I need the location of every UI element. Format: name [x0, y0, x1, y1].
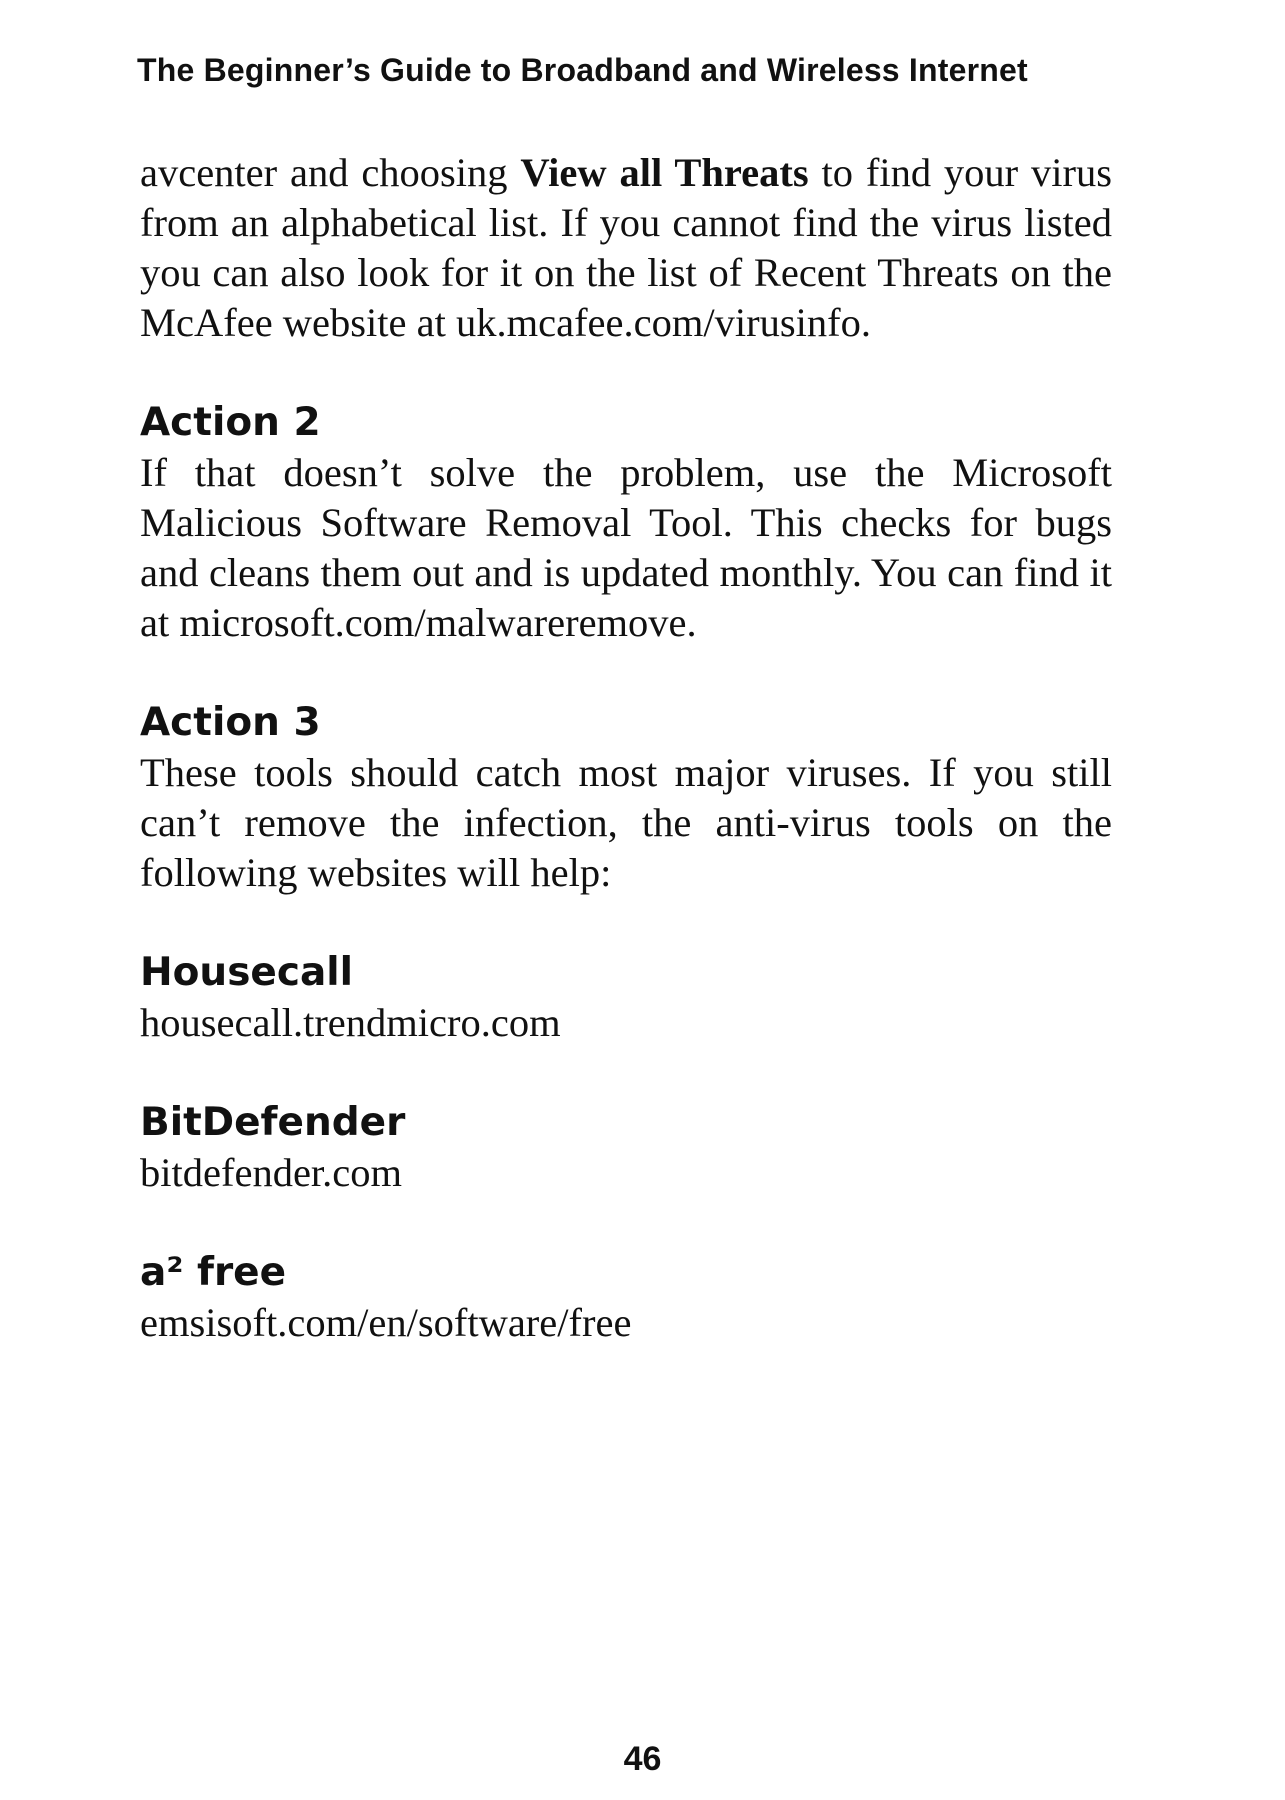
tool-bitdefender-url: bitdefender.com: [140, 1150, 403, 1195]
action-2-paragraph: If that doesn’t solve the problem, use the Microsoft Malicious Software Removal Tool. This checks for bugs and cleans them out and is updated monthly. You can find it at microsoft.com/malwareremove.: [140, 450, 1112, 645]
tool-a2-free-name: a² free: [140, 1250, 287, 1295]
action-3-heading: Action 3: [140, 700, 321, 745]
tool-a2-free-url: emsisoft.com/en/software/free: [140, 1300, 632, 1345]
intro-text-after: to find your virus from an alphabetical list. If you cannot find the virus listed you can also look for it on the list of Recent Threats on the McAfee website at uk.mcafee.com/virusinfo.: [140, 150, 1113, 345]
tool-bitdefender-name: BitDefender: [140, 1100, 406, 1145]
tool-housecall-url: housecall.trendmicro.com: [140, 1000, 561, 1045]
page-content: [140, 148, 1112, 1348]
tool-housecall-name: Housecall: [140, 950, 354, 995]
action-2-heading: Action 2: [140, 400, 321, 445]
intro-paragraph: [140, 148, 1112, 348]
action-3-paragraph: These tools should catch most major viruses. If you still can’t remove the infection, the anti-virus tools on the following websites will help:: [140, 750, 1112, 895]
view-all-threats-emphasis: View all Threats: [520, 150, 809, 195]
intro-text-before: avcenter and choosing: [140, 150, 521, 195]
page-number: 46: [623, 1740, 662, 1778]
running-head: The Beginner’s Guide to Broadband and Wireless Internet: [137, 52, 1028, 88]
